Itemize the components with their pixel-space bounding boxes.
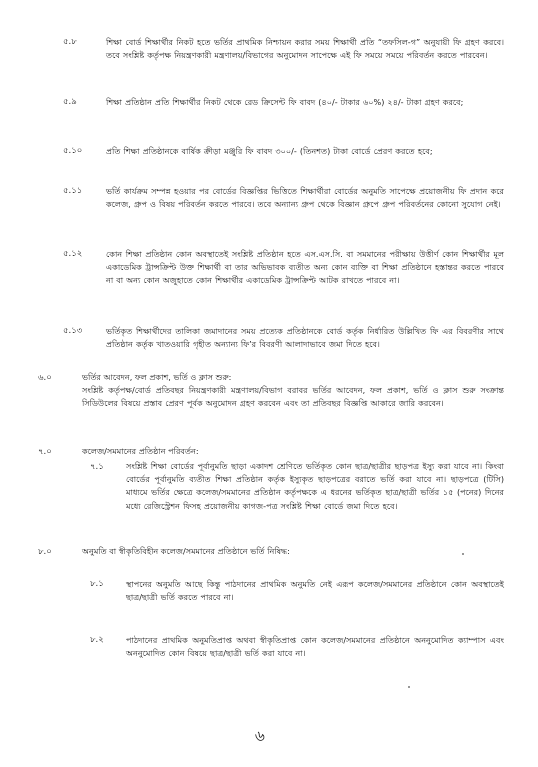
clause-number: ৫.১৩ bbox=[63, 326, 83, 336]
clause-number: ৫.৮ bbox=[63, 37, 77, 47]
clause-text: কোন শিক্ষা প্রতিষ্ঠান কোন অবস্থাতেই সংশ্লিষ্ট প্রতিষ্ঠান হতে এস.এস.সি. বা সমমানের পরীক্ষায় উত্তীর্ণ কোন শিক্ষার্থীর মূল একাডেমিক ট্রান্সক্রিপ্ট উক্ত শিক্ষার্থী বা তার অভিভাবক ব্যতীত অন্য কোন ব্যক্তি বা শিক্ষা প্রতিষ্ঠানে হস্তান্তর করতে পারবে না বা অন্য কোন অজুহাতে কোন শিক্ষার্থীর একাডেমিক ট্রান্সক্রিপ্ট আটক রাখতে পারবে না। bbox=[106, 249, 504, 286]
clause-number: ৮.২ bbox=[90, 635, 104, 645]
clause-text: পাঠদানের প্রাথমিক অনুমতিপ্রাপ্ত অথবা স্বীকৃতিপ্রাপ্ত কোন কলেজ/সমমানের প্রতিষ্ঠানে অননুমোদিত ক্যাম্পাস এবং অননুমোদিত কোন বিষয়ে ছাত্র/ছাত্রী ভর্তি করা যাবে না। bbox=[126, 635, 504, 659]
section-text: সংশ্লিষ্ট কর্তৃপক্ষ/বোর্ড প্রতিবছর নিয়ন্ত্রণকারী মন্ত্রণালয়/বিভাগ বরাবর ভর্তির আবেদন, ফল প্রকাশ, ভর্তি ও ক্লাস শুরু সংক্রান্ত সিডিউলের বিষয়ে প্রস্তাব প্রেরণ পূর্বক অনুমোদন গ্রহণ করবেন এবং তা প্রতিবছর বিজ্ঞপ্তি আকারে জারি করবেন। bbox=[82, 385, 504, 409]
clause-text: স্থাপনের অনুমতি আছে কিন্তু পাঠদানের প্রাথমিক অনুমতি নেই এরূপ কলেজ/সমমানের প্রতিষ্ঠানে কোন অবস্থাতেই ছাত্র/ছাত্রী ভর্তি করতে পারবে না। bbox=[126, 579, 504, 603]
clause-number: ৫.১০ bbox=[63, 146, 83, 156]
page-number: ৬ bbox=[254, 726, 266, 746]
section-heading: অনুমতি বা স্বীকৃতিবিহীন কলেজ/সমমানের প্রতিষ্ঠানে ভর্তি নিষিদ্ধ: bbox=[82, 546, 290, 556]
section-heading: ভর্তির আবেদন, ফল প্রকাশ, ভর্তি ও ক্লাস শুরু: bbox=[82, 372, 232, 382]
clause-number: ৮.১ bbox=[90, 579, 104, 589]
clause-number: ৭.১ bbox=[90, 462, 104, 472]
clause-number: ৫.১১ bbox=[63, 186, 83, 196]
section-number: ৮.০ bbox=[38, 547, 52, 557]
clause-text: ভর্তি কার্যক্রম সম্পন্ন হওয়ার পর বোর্ডের বিজ্ঞপ্তির ভিত্তিতে শিক্ষার্থীরা বোর্ডের অনুমতি সাপেক্ষে প্রয়োজনীয় ফি প্রদান করে কলেজ, গ্রুপ ও বিষয় পরিবর্তন করতে পারবে। তবে অন্যান্য গ্রুপ থেকে বিজ্ঞান গ্রুপে গ্রুপ পরিবর্তনের কোনো সুযোগ নেই। bbox=[106, 186, 504, 210]
stray-mark bbox=[408, 686, 410, 688]
clause-text: শিক্ষা প্রতিষ্ঠান প্রতি শিক্ষার্থীর নিকট থেকে রেড ক্রিসেন্ট ফি বাবদ (৪০/- টাকার ৬০%) ২৪/- টাকা গ্রহণ করবে; bbox=[106, 97, 464, 107]
clause-number: ৫.১২ bbox=[63, 249, 83, 259]
section-number: ৭.০ bbox=[38, 447, 52, 457]
section-number: ৬.০ bbox=[38, 373, 52, 383]
clause-text: ভর্তিকৃত শিক্ষার্থীদের তালিকা জমাদানের সময় প্রত্যেক প্রতিষ্ঠানকে বোর্ড কর্তৃক নির্ধারিত উল্লিখিত ফি এর বিবরণীর সাথে প্রতিষ্ঠান কর্তৃক খাতওয়ারি গৃহীত অন্যান্য ফি’র বিবরণী আলাদাভাবে জমা দিতে হবে। bbox=[106, 326, 504, 350]
clause-number: ৫.৯ bbox=[63, 97, 77, 107]
clause-text: শিক্ষা বোর্ড শিক্ষার্থীর নিকট হতে ভর্তির প্রাথমিক নিশ্চায়ন করার সময় শিক্ষার্থী প্রতি “তফসিল-গ” অনুযায়ী ফি গ্রহণ করবে। তবে সংশ্লিষ্ট কর্তৃপক্ষ নিয়ন্ত্রণকারী মন্ত্রণালয়/বিভাগের অনুমোদন সাপেক্ষে এই ফি সময়ে সময়ে পরিবর্তন করতে পারবেন। bbox=[106, 37, 504, 61]
clause-text: সংশ্লিষ্ট শিক্ষা বোর্ডের পূর্বানুমতি ছাড়া একাদশ শ্রেণিতে ভর্তিকৃত কোন ছাত্র/ছাত্রীর ছাড়পত্র ইস্যু করা যাবে না। কিংবা বোর্ডের পূর্বানুমতি ব্যতীত শিক্ষা প্রতিষ্ঠান কর্তৃক ইস্যুকৃত ছাড়পত্রের বরাতে ভর্তি করা যাবে না। ছাড়পত্রে (টিসি) মাধ্যমে ভর্তির ক্ষেত্রে কলেজ/সমমানের প্রতিষ্ঠান কর্তৃপক্ষকে এ ধরনের ভর্তিকৃত ছাত্র/ছাত্রী ভর্তির ১৫ (পনের) দিনের মধ্যে রেজিস্ট্রেশন ফিসহ প্রয়োজনীয় কাগজ-পত্র সংশ্লিষ্ট শিক্ষা বোর্ডে জমা দিতে হবে। bbox=[126, 461, 504, 511]
clause-text: প্রতি শিক্ষা প্রতিষ্ঠানকে বার্ষিক ক্রীড়া মঞ্জুরি ফি বাবদ ৩০০/- (তিনশত) টাকা বোর্ডে প্রেরণ করতে হবে; bbox=[106, 146, 433, 156]
stray-mark bbox=[462, 553, 464, 555]
section-heading: কলেজ/সমমানের প্রতিষ্ঠান পরিবর্তন: bbox=[82, 446, 199, 456]
